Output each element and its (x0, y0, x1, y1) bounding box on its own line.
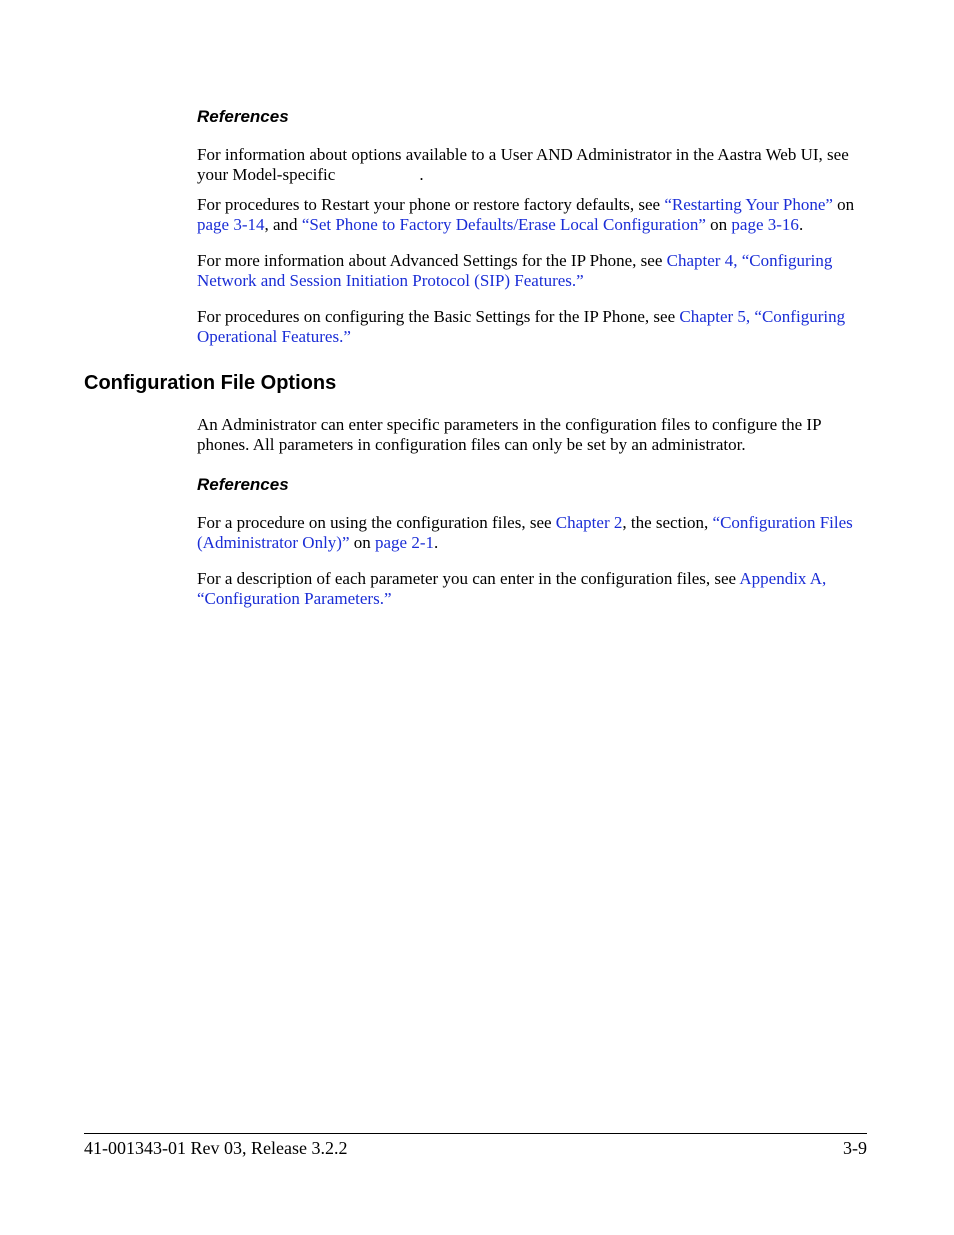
paragraph-parameter-description (197, 569, 865, 609)
link-chapter-4[interactable]: Chapter 4, “Configuring Network and Session Initiation Protocol (SIP) Features.” (197, 251, 833, 290)
link-appendix-a[interactable]: Appendix A, “Configuration Parameters.” (197, 569, 827, 608)
footer-doc-id: 41-001343-01 Rev 03, Release 3.2.2 (84, 1138, 348, 1158)
link-chapter-5[interactable]: Chapter 5, “Configuring Operational Features.” (197, 307, 846, 346)
link-factory-defaults[interactable]: “Set Phone to Factory Defaults/Erase Local Configuration” (301, 215, 706, 234)
link-page-2-1[interactable]: page 2-1 (375, 533, 435, 552)
text: on (349, 533, 375, 552)
paragraph-config-intro: An Administrator can enter specific parameters in the configuration files to configure the IP phones. All parameters in configuration files can only be set by an administrator. (197, 415, 821, 454)
link-chapter-2[interactable]: Chapter 2 (555, 513, 623, 532)
text: on (705, 215, 732, 234)
text: . (434, 533, 439, 552)
references-heading-2: References (197, 475, 289, 494)
section-heading-config-file-options: Configuration File Options (84, 372, 337, 394)
text: For more information about Advanced Settings for the IP Phone, see (197, 251, 667, 270)
text: For a procedure on using the configuration files, see (197, 513, 556, 532)
link-restarting-your-phone[interactable]: “Restarting Your Phone” (664, 195, 833, 214)
text: . (798, 215, 804, 234)
footer-page-number: 3-9 (843, 1138, 867, 1158)
paragraph-restart-procedures (197, 195, 865, 235)
paragraph-web-ui-options (197, 145, 865, 185)
link-page-3-16[interactable]: page 3-16 (731, 215, 799, 234)
paragraph-config-procedure (197, 513, 865, 553)
references-heading-1: References (197, 107, 289, 126)
text: For a description of each parameter you can enter in the configuration files, see (197, 569, 740, 588)
text: For procedures to Restart your phone or restore factory defaults, see (197, 195, 665, 214)
footer-divider (84, 1133, 867, 1134)
paragraph-basic-settings (197, 307, 865, 347)
text: , the section, (622, 513, 713, 532)
text: , and (264, 215, 302, 234)
link-configuration-files[interactable]: “Configuration Files (Administrator Only)” (197, 513, 853, 552)
text: on (832, 195, 855, 214)
paragraph-advanced-settings (197, 251, 865, 291)
link-page-3-14[interactable]: page 3-14 (197, 215, 265, 234)
text: For information about options available to a User AND Administrator in the Aastra Web UI, see your Model-specific (197, 145, 849, 184)
text: . (419, 165, 424, 184)
text: For procedures on configuring the Basic Settings for the IP Phone, see (197, 307, 680, 326)
